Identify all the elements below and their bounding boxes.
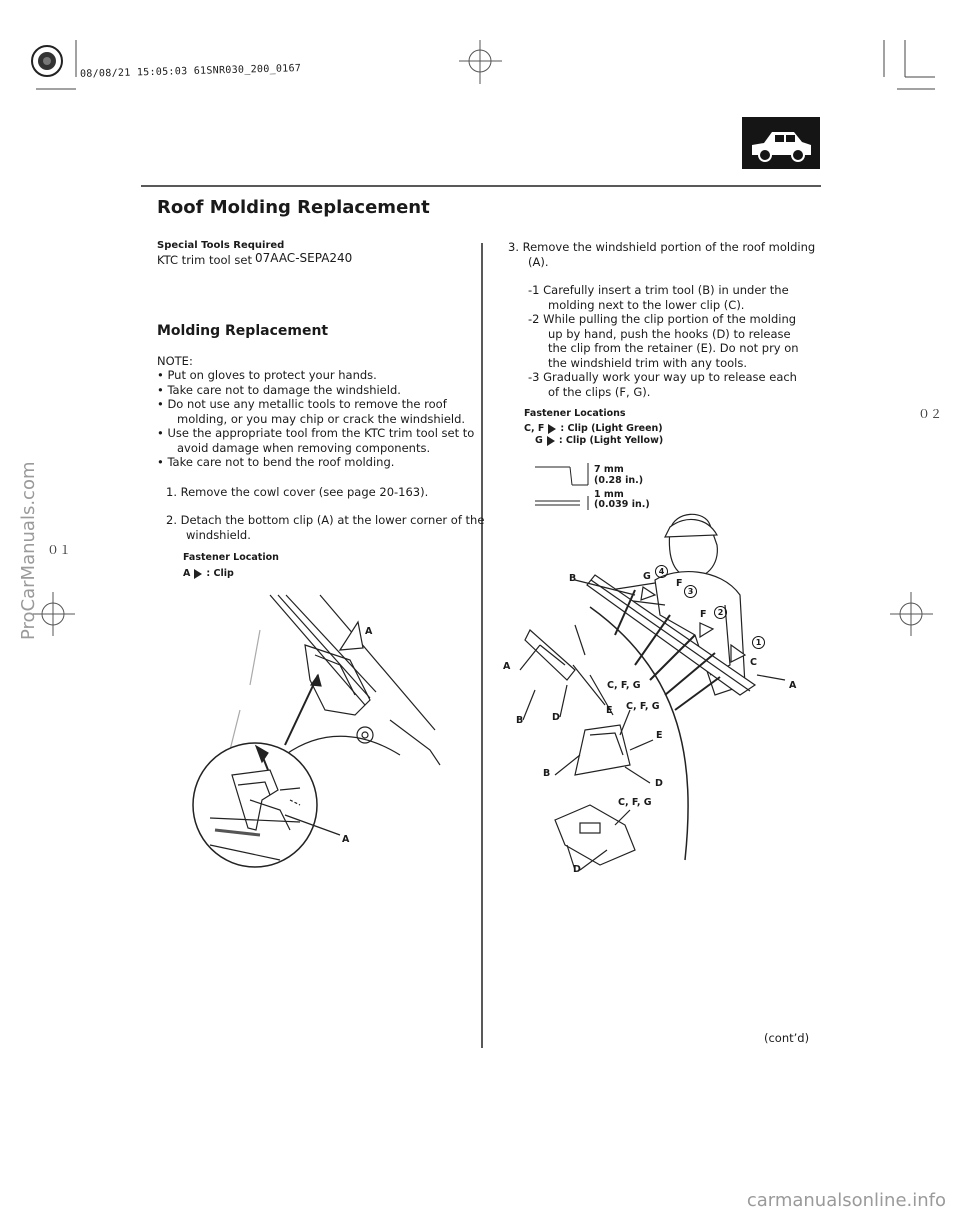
note-label: NOTE: [157, 354, 193, 368]
dim-7mm: 7 mm [594, 464, 624, 475]
fig2-label-E-right: E [656, 730, 663, 741]
fig2-legend-1-text: : Clip (Light Green) [560, 423, 663, 434]
fig2-label-A-right: A [789, 680, 797, 691]
fig2-label-E-left: E [606, 705, 613, 716]
fig2-heading: Fastener Locations [524, 408, 626, 419]
fig2-label-CFG-1: C, F, G [607, 680, 641, 691]
dim-1mm: 1 mm [594, 489, 624, 500]
page-mark-left: ０１ [47, 543, 72, 557]
crosshair-icon [890, 592, 933, 636]
substep-item: -3 Gradually work your way up to release each of the clips (F, G). [528, 370, 797, 399]
clip-marker-icon [547, 436, 555, 446]
print-timestamp: 08/08/21 15:05:03 61SNR030_200_0167 [79, 63, 302, 80]
fig1-legend-text: : Clip [206, 568, 234, 579]
fig2-label-B-top: B [569, 573, 577, 584]
fig1-callout-bottom: A [342, 834, 350, 845]
registration-target-icon [32, 46, 62, 76]
tool-name: KTC trim tool set [157, 253, 252, 267]
fig2-label-F2: F [700, 609, 707, 620]
body-section-car-icon [742, 117, 820, 169]
fig1-legend [183, 568, 234, 579]
fig1-legend-letter: A [183, 568, 191, 579]
note-item: • Take care not to damage the windshield. [157, 382, 401, 397]
note-list [157, 368, 477, 470]
substep-item: -1 Carefully insert a trim tool (B) in under the molding next to the lower clip (C). [528, 283, 789, 312]
fig2-label-C: C [750, 657, 757, 668]
fig2-label-A-left: A [503, 661, 511, 672]
fig2-label-D-left: D [552, 712, 560, 723]
note-item: • Put on gloves to protect your hands. [157, 368, 377, 382]
dim-7mm-inches: (0.28 in.) [594, 475, 644, 486]
note-item: • Take care not to bend the roof molding. [157, 455, 395, 469]
note-item: • Use the appropriate tool from the KTC trim tool set to avoid damage when removing components. [157, 426, 475, 455]
step-1: 1. Remove the cowl cover (see page 20-163). [166, 485, 429, 499]
watermark-vertical: ProCarManuals.com [18, 461, 39, 640]
fig2-label-G: G [643, 571, 651, 582]
continued-note: (cont’d) [764, 1031, 810, 1045]
fig2-legend-2 [535, 435, 663, 446]
clip-marker-icon [340, 622, 363, 650]
fig2-label-D-bottom: D [573, 864, 581, 875]
page-mark-right: ０２ [917, 407, 942, 421]
substep-item: -2 While pulling the clip portion of the molding up by hand, push the hooks (D) to release the clip from the retainer (E). Do not pry on the windshield trim with any tools. [528, 312, 799, 370]
fig2-label-B-mid: B [543, 768, 551, 779]
fig2-legend-2-text: : Clip (Light Yellow) [558, 435, 664, 446]
step-number-4-icon: 4 [655, 565, 668, 578]
step-number-2-icon: 2 [714, 606, 727, 619]
page-title: Roof Molding Replacement [157, 197, 430, 218]
fig2-legend-2-letter: G [535, 435, 543, 446]
fig1-windshield-corner-illustration [190, 590, 480, 880]
clip-marker-icon [194, 569, 202, 579]
fig2-label-D-mid: D [655, 778, 663, 789]
fig2-label-B-left: B [516, 715, 524, 726]
section-heading: Molding Replacement [157, 323, 329, 339]
crosshair-icon [459, 40, 502, 84]
step-number-3-icon: 3 [684, 585, 697, 598]
fig1-heading: Fastener Location [183, 552, 279, 563]
fig2-label-CFG-3: C, F, G [618, 797, 652, 808]
fig1-callout-top: A [365, 626, 373, 637]
note-item: • Do not use any metallic tools to remove the roof molding, or you may chip or crack the windshield. [157, 397, 466, 426]
fig2-legend-1 [524, 423, 663, 434]
step-3: 3. Remove the windshield portion of the roof molding (A). [508, 240, 816, 269]
clip-marker-icon [548, 424, 556, 434]
fig2-label-F1: F [676, 578, 683, 589]
step-2: 2. Detach the bottom clip (A) at the lower corner of the windshield. [166, 513, 485, 542]
fig2-roof-molding-removal-illustration [495, 505, 815, 885]
watermark-bottom: carmanualsonline.info [746, 1190, 946, 1211]
tool-number: 07AAC-SEPA240 [255, 251, 353, 265]
fig2-label-CFG-2: C, F, G [626, 701, 660, 712]
dim-1mm-inches: (0.039 in.) [594, 499, 650, 510]
substep-list [528, 283, 810, 399]
fig2-legend-1-letter: C, F [524, 423, 545, 434]
special-tools-heading: Special Tools Required [157, 240, 285, 251]
step-number-1-icon: 1 [752, 636, 765, 649]
